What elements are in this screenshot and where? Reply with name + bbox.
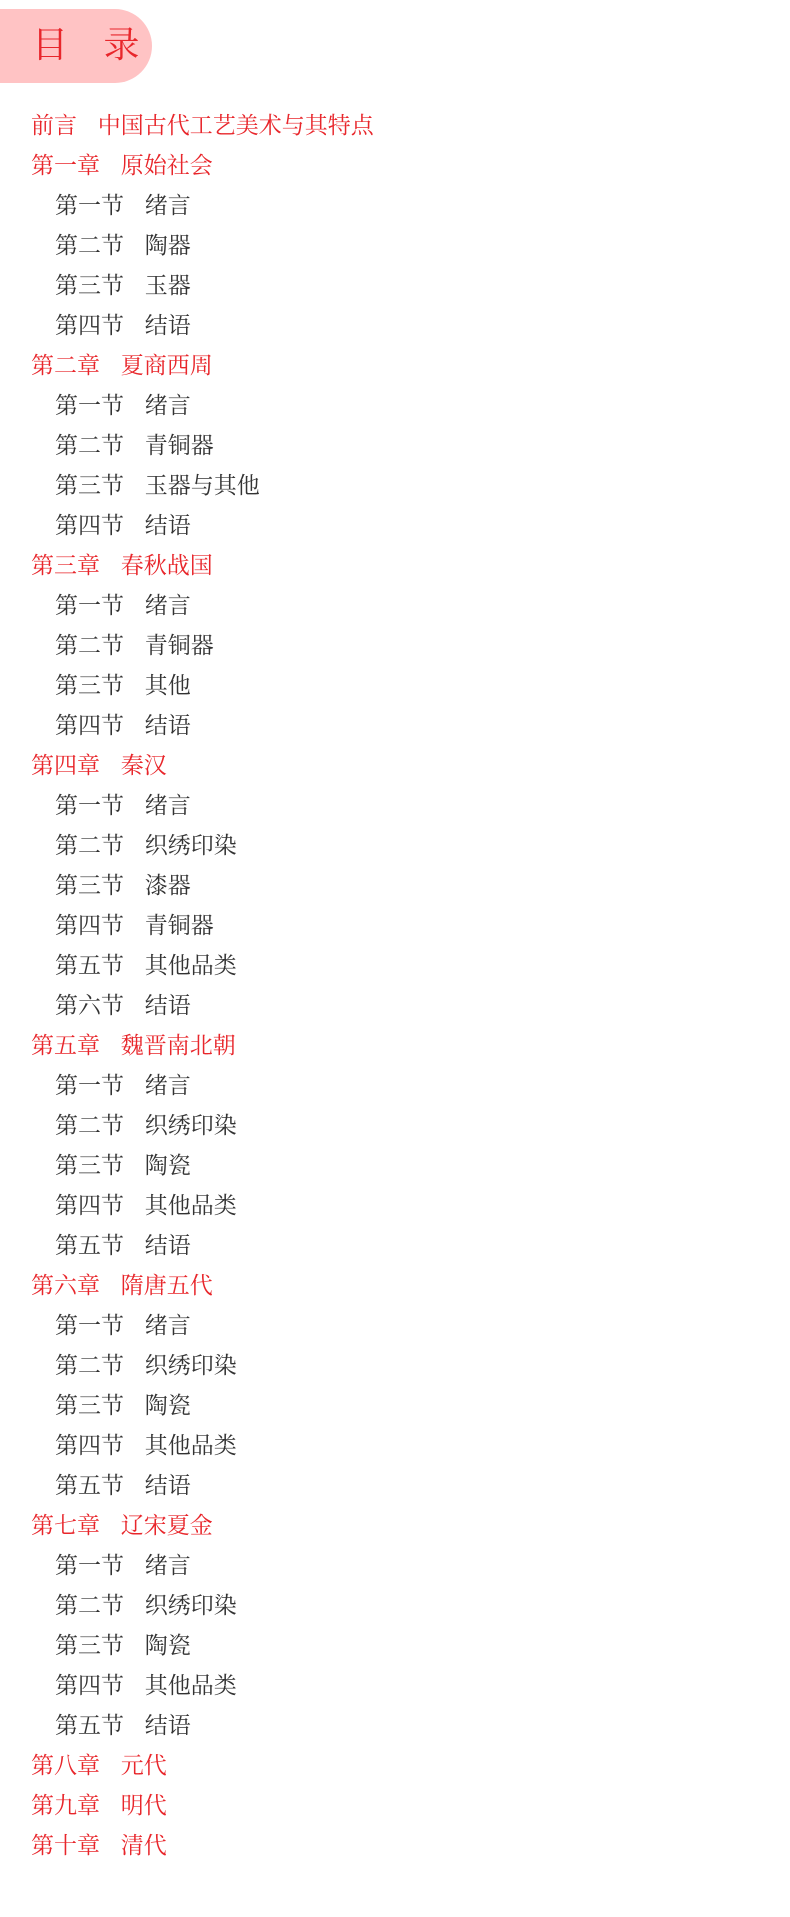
toc-entry-title: 结语 <box>144 313 191 339</box>
toc-section-entry[interactable] <box>0 826 790 866</box>
toc-entry-number: 第二节 <box>55 433 124 459</box>
toc-entry-number: 第一节 <box>55 1313 124 1339</box>
toc-entry-title: 绪言 <box>144 593 191 619</box>
toc-entry-number: 第六节 <box>55 993 124 1019</box>
toc-section-entry[interactable] <box>0 1586 790 1626</box>
toc-section-entry[interactable] <box>0 1386 790 1426</box>
toc-section-entry[interactable] <box>0 1306 790 1346</box>
toc-entry-title: 辽宋夏金 <box>120 1513 213 1539</box>
toc-entry-title: 陶瓷 <box>144 1633 191 1659</box>
toc-entry-number: 第五节 <box>55 1473 124 1499</box>
toc-entry-number: 第一节 <box>55 593 124 619</box>
toc-entry-number: 第十章 <box>31 1833 100 1859</box>
toc-entry-number: 第九章 <box>31 1793 100 1819</box>
toc-section-entry[interactable] <box>0 186 790 226</box>
toc-entry-title: 结语 <box>144 1233 191 1259</box>
toc-entry-number: 第二节 <box>55 633 124 659</box>
toc-entry-title: 中国古代工艺美术与其特点 <box>97 113 374 139</box>
toc-section-entry[interactable] <box>0 866 790 906</box>
toc-entry-number: 第四节 <box>55 1193 124 1219</box>
toc-section-entry[interactable] <box>0 426 790 466</box>
toc-entry-title: 织绣印染 <box>144 1593 237 1619</box>
toc-entry-number: 第二节 <box>55 1113 124 1139</box>
toc-entry-number: 第八章 <box>31 1753 100 1779</box>
toc-entry-number: 第七章 <box>31 1513 100 1539</box>
toc-section-entry[interactable] <box>0 786 790 826</box>
toc-title: 目 录 <box>32 25 152 66</box>
toc-entry-number: 第五节 <box>55 1233 124 1259</box>
toc-entry-number: 前言 <box>31 113 77 139</box>
toc-section-entry[interactable] <box>0 1186 790 1226</box>
toc-entry-title: 结语 <box>144 713 191 739</box>
toc-entry-title: 绪言 <box>144 193 191 219</box>
toc-entry-number: 第三节 <box>55 273 124 299</box>
toc-entry-number: 第二章 <box>31 353 100 379</box>
toc-entry-title: 绪言 <box>144 1553 191 1579</box>
toc-section-entry[interactable] <box>0 1706 790 1746</box>
toc-section-entry[interactable] <box>0 906 790 946</box>
toc-entry-number: 第六章 <box>31 1273 100 1299</box>
toc-entry-number: 第三节 <box>55 1393 124 1419</box>
toc-entry-title: 陶瓷 <box>144 1393 191 1419</box>
toc-entry-title: 玉器 <box>144 273 191 299</box>
toc-section-entry[interactable] <box>0 1546 790 1586</box>
toc-header-banner <box>0 9 152 83</box>
toc-chapter-entry[interactable] <box>0 346 790 386</box>
toc-entry-number: 第二节 <box>55 833 124 859</box>
toc-section-entry[interactable] <box>0 666 790 706</box>
toc-section-entry[interactable] <box>0 706 790 746</box>
toc-entry-number: 第二节 <box>55 1593 124 1619</box>
toc-entry-title: 其他品类 <box>144 1193 237 1219</box>
toc-chapter-entry[interactable] <box>0 1026 790 1066</box>
toc-entry-title: 结语 <box>144 1713 191 1739</box>
toc-chapter-entry[interactable] <box>0 1266 790 1306</box>
toc-entry-number: 第三节 <box>55 1633 124 1659</box>
toc-chapter-entry[interactable] <box>0 1786 790 1826</box>
toc-entry-title: 结语 <box>144 513 191 539</box>
toc-entry-number: 第三节 <box>55 1153 124 1179</box>
toc-entry-number: 第五章 <box>31 1033 100 1059</box>
toc-entry-number: 第四节 <box>55 1433 124 1459</box>
toc-entry-title: 其他品类 <box>144 1433 237 1459</box>
toc-chapter-entry[interactable] <box>0 746 790 786</box>
toc-entry-title: 元代 <box>120 1753 167 1779</box>
toc-chapter-entry[interactable] <box>0 546 790 586</box>
toc-section-entry[interactable] <box>0 946 790 986</box>
toc-chapter-entry[interactable] <box>0 1826 790 1866</box>
toc-section-entry[interactable] <box>0 1346 790 1386</box>
toc-entry-number: 第一节 <box>55 1553 124 1579</box>
toc-chapter-entry[interactable] <box>0 146 790 186</box>
toc-entry-title: 青铜器 <box>144 433 214 459</box>
toc-section-entry[interactable] <box>0 266 790 306</box>
toc-entry-title: 织绣印染 <box>144 1113 237 1139</box>
toc-entry-number: 第三节 <box>55 673 124 699</box>
toc-entry-number: 第四节 <box>55 713 124 739</box>
toc-section-entry[interactable] <box>0 306 790 346</box>
toc-entry-number: 第四章 <box>31 753 100 779</box>
toc-entry-number: 第二节 <box>55 1353 124 1379</box>
toc-section-entry[interactable] <box>0 586 790 626</box>
toc-section-entry[interactable] <box>0 506 790 546</box>
toc-entry-title: 织绣印染 <box>144 833 237 859</box>
toc-entry-number: 第一章 <box>31 153 100 179</box>
toc-section-entry[interactable] <box>0 1066 790 1106</box>
toc-entry-number: 第四节 <box>55 913 124 939</box>
toc-entry-number: 第三章 <box>31 553 100 579</box>
toc-section-entry[interactable] <box>0 986 790 1026</box>
toc-entry-number: 第三节 <box>55 473 124 499</box>
toc-section-entry[interactable] <box>0 1226 790 1266</box>
toc-entry-number: 第一节 <box>55 1073 124 1099</box>
toc-entry-title: 秦汉 <box>120 753 167 779</box>
toc-entry-title: 织绣印染 <box>144 1353 237 1379</box>
toc-entry-number: 第四节 <box>55 513 124 539</box>
toc-section-entry[interactable] <box>0 1666 790 1706</box>
toc-section-entry[interactable] <box>0 1466 790 1506</box>
toc-entry-title: 青铜器 <box>144 633 214 659</box>
toc-chapter-entry[interactable] <box>0 1506 790 1546</box>
toc-entry-title: 陶器 <box>144 233 191 259</box>
toc-section-entry[interactable] <box>0 1426 790 1466</box>
toc-section-entry[interactable] <box>0 1626 790 1666</box>
toc-entry-title: 其他 <box>144 673 191 699</box>
toc-entry-title: 夏商西周 <box>120 353 213 379</box>
toc-chapter-entry[interactable] <box>0 1746 790 1786</box>
toc-entry-title: 明代 <box>120 1793 167 1819</box>
toc-entry-number: 第五节 <box>55 953 124 979</box>
toc-entry-number: 第四节 <box>55 313 124 339</box>
toc-section-entry[interactable] <box>0 386 790 426</box>
toc-entry-title: 青铜器 <box>144 913 214 939</box>
toc-entry-number: 第一节 <box>55 393 124 419</box>
toc-entry-title: 绪言 <box>144 393 191 419</box>
toc-entry-number: 第一节 <box>55 793 124 819</box>
toc-entry-title: 魏晋南北朝 <box>120 1033 236 1059</box>
toc-entry-number: 第四节 <box>55 1673 124 1699</box>
toc-entry-title: 春秋战国 <box>120 553 213 579</box>
toc-list <box>0 106 790 1866</box>
toc-section-entry[interactable] <box>0 466 790 506</box>
toc-entry-title: 结语 <box>144 993 191 1019</box>
toc-entry-title: 隋唐五代 <box>120 1273 213 1299</box>
toc-entry-number: 第一节 <box>55 193 124 219</box>
toc-entry-title: 其他品类 <box>144 1673 237 1699</box>
toc-section-entry[interactable] <box>0 226 790 266</box>
toc-chapter-entry[interactable] <box>0 106 790 146</box>
toc-entry-title: 漆器 <box>144 873 191 899</box>
toc-entry-title: 绪言 <box>144 1313 191 1339</box>
toc-entry-title: 清代 <box>120 1833 167 1859</box>
toc-section-entry[interactable] <box>0 1146 790 1186</box>
toc-entry-number: 第二节 <box>55 233 124 259</box>
toc-entry-title: 绪言 <box>144 1073 191 1099</box>
toc-entry-number: 第三节 <box>55 873 124 899</box>
toc-entry-number: 第五节 <box>55 1713 124 1739</box>
toc-entry-title: 原始社会 <box>120 153 213 179</box>
toc-section-entry[interactable] <box>0 1106 790 1146</box>
toc-entry-title: 结语 <box>144 1473 191 1499</box>
toc-section-entry[interactable] <box>0 626 790 666</box>
toc-entry-title: 绪言 <box>144 793 191 819</box>
toc-entry-title: 玉器与其他 <box>144 473 260 499</box>
toc-entry-title: 其他品类 <box>144 953 237 979</box>
toc-entry-title: 陶瓷 <box>144 1153 191 1179</box>
